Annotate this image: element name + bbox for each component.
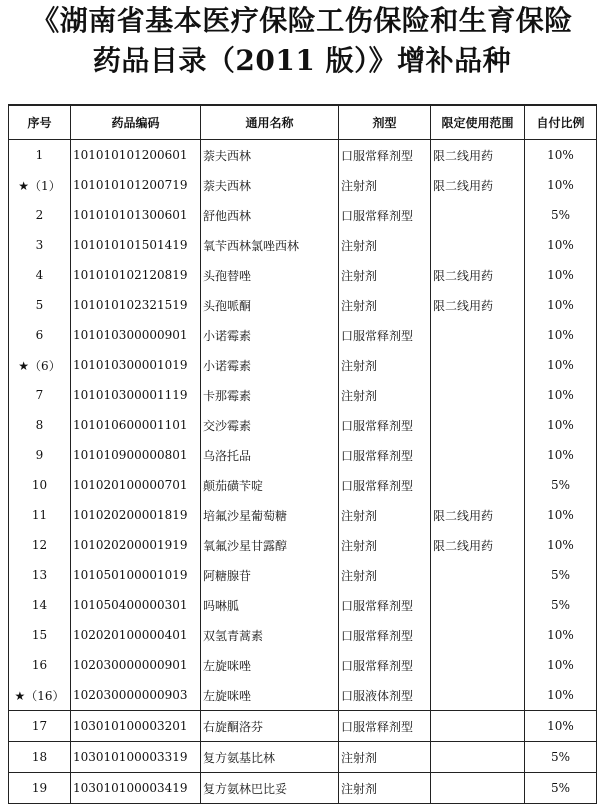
row-dosage-form: 口服常释剂型: [339, 620, 431, 650]
table-row: [9, 320, 597, 350]
row-dosage-form: 口服常释剂型: [339, 140, 431, 171]
row-serial-no: 2: [9, 200, 71, 230]
row-dosage-form: 口服常释剂型: [339, 711, 431, 742]
row-dosage-form: 口服液体剂型: [339, 680, 431, 711]
row-drug-code: 101020100000701: [71, 470, 201, 500]
row-generic-name: 左旋咪唑: [201, 650, 339, 680]
row-restricted-scope: 限二线用药: [431, 530, 525, 560]
row-copay-ratio: 5%: [525, 742, 597, 773]
row-restricted-scope: [431, 380, 525, 410]
table-row: [9, 590, 597, 620]
table-row: [9, 410, 597, 440]
row-restricted-scope: [431, 440, 525, 470]
header-copay-ratio: 自付比例: [525, 105, 597, 140]
row-generic-name: 萘夫西林: [201, 170, 339, 200]
row-restricted-scope: [431, 560, 525, 590]
table-row: [9, 680, 597, 711]
row-serial-no: 15: [9, 620, 71, 650]
row-copay-ratio: 5%: [525, 773, 597, 804]
table-row: [9, 350, 597, 380]
row-drug-code: 101010101300601: [71, 200, 201, 230]
row-dosage-form: 口服常释剂型: [339, 650, 431, 680]
table-row: [9, 773, 597, 804]
row-serial-no: 9: [9, 440, 71, 470]
row-generic-name: 头孢替唑: [201, 260, 339, 290]
row-restricted-scope: [431, 230, 525, 260]
table-row: [9, 650, 597, 680]
table-row: [9, 530, 597, 560]
row-dosage-form: 注射剂: [339, 380, 431, 410]
row-dosage-form: 注射剂: [339, 290, 431, 320]
row-copay-ratio: 10%: [525, 260, 597, 290]
row-drug-code: 101010300001119: [71, 380, 201, 410]
row-generic-name: 卡那霉素: [201, 380, 339, 410]
row-generic-name: 双氢青蒿素: [201, 620, 339, 650]
header-generic-name: 通用名称: [201, 105, 339, 140]
row-drug-code: 101010101200601: [71, 140, 201, 171]
document-title-line-2: 药品目录（2011 版）》增补品种: [92, 44, 512, 77]
row-generic-name: 复方氨林巴比妥: [201, 773, 339, 804]
row-restricted-scope: [431, 742, 525, 773]
row-drug-code: 101010101501419: [71, 230, 201, 260]
row-generic-name: 氧苄西林氯唑西林: [201, 230, 339, 260]
row-drug-code: 101020200001919: [71, 530, 201, 560]
row-copay-ratio: 10%: [525, 350, 597, 380]
drug-supplement-table: [8, 104, 597, 804]
table-row: [9, 500, 597, 530]
table-row: [9, 380, 597, 410]
row-restricted-scope: 限二线用药: [431, 170, 525, 200]
header-dosage-form: 剂型: [339, 105, 431, 140]
row-drug-code: 103010100003201: [71, 711, 201, 742]
row-copay-ratio: 10%: [525, 170, 597, 200]
row-drug-code: 101010102120819: [71, 260, 201, 290]
row-generic-name: 小诺霉素: [201, 320, 339, 350]
row-copay-ratio: 10%: [525, 230, 597, 260]
row-copay-ratio: 5%: [525, 590, 597, 620]
row-serial-no: 16: [9, 650, 71, 680]
row-serial-no: 7: [9, 380, 71, 410]
row-serial-no: ★（16）: [9, 680, 71, 711]
row-drug-code: 103010100003319: [71, 742, 201, 773]
row-drug-code: 103010100003419: [71, 773, 201, 804]
table-row: [9, 290, 597, 320]
row-restricted-scope: [431, 650, 525, 680]
table-row: [9, 560, 597, 590]
row-generic-name: 复方氨基比林: [201, 742, 339, 773]
row-copay-ratio: 5%: [525, 560, 597, 590]
row-drug-code: 101010300001019: [71, 350, 201, 380]
row-copay-ratio: 10%: [525, 320, 597, 350]
row-copay-ratio: 10%: [525, 290, 597, 320]
row-generic-name: 乌洛托品: [201, 440, 339, 470]
row-serial-no: 11: [9, 500, 71, 530]
header-serial-no: 序号: [9, 105, 71, 140]
row-serial-no: 14: [9, 590, 71, 620]
row-serial-no: 17: [9, 711, 71, 742]
row-drug-code: 101050400000301: [71, 590, 201, 620]
row-serial-no: 3: [9, 230, 71, 260]
row-drug-code: 102020100000401: [71, 620, 201, 650]
row-serial-no: 12: [9, 530, 71, 560]
row-copay-ratio: 5%: [525, 200, 597, 230]
row-generic-name: 颠茄磺苄啶: [201, 470, 339, 500]
row-restricted-scope: 限二线用药: [431, 140, 525, 171]
row-drug-code: 102030000000901: [71, 650, 201, 680]
row-dosage-form: 口服常释剂型: [339, 410, 431, 440]
row-copay-ratio: 10%: [525, 650, 597, 680]
row-copay-ratio: 10%: [525, 140, 597, 171]
row-drug-code: 101010900000801: [71, 440, 201, 470]
row-serial-no: 1: [9, 140, 71, 171]
row-serial-no: 19: [9, 773, 71, 804]
row-generic-name: 吗啉胍: [201, 590, 339, 620]
table-body: [9, 140, 597, 804]
row-copay-ratio: 10%: [525, 620, 597, 650]
table-row: [9, 711, 597, 742]
row-restricted-scope: [431, 620, 525, 650]
table-header-row: [9, 105, 597, 140]
row-dosage-form: 注射剂: [339, 230, 431, 260]
row-serial-no: 13: [9, 560, 71, 590]
row-generic-name: 培氟沙星葡萄糖: [201, 500, 339, 530]
row-restricted-scope: 限二线用药: [431, 260, 525, 290]
table-row: [9, 260, 597, 290]
row-restricted-scope: [431, 711, 525, 742]
table-row: [9, 140, 597, 171]
row-generic-name: 萘夫西林: [201, 140, 339, 171]
row-drug-code: 101010600001101: [71, 410, 201, 440]
row-copay-ratio: 10%: [525, 680, 597, 711]
row-serial-no: ★（6）: [9, 350, 71, 380]
row-drug-code: 101020200001819: [71, 500, 201, 530]
row-copay-ratio: 10%: [525, 440, 597, 470]
row-restricted-scope: 限二线用药: [431, 500, 525, 530]
row-serial-no: 8: [9, 410, 71, 440]
header-restricted-scope: 限定使用范围: [431, 105, 525, 140]
row-drug-code: 101010300000901: [71, 320, 201, 350]
row-dosage-form: 注射剂: [339, 742, 431, 773]
row-copay-ratio: 10%: [525, 410, 597, 440]
row-generic-name: 小诺霉素: [201, 350, 339, 380]
table-row: [9, 230, 597, 260]
row-dosage-form: 口服常释剂型: [339, 320, 431, 350]
table-row: [9, 170, 597, 200]
row-dosage-form: 口服常释剂型: [339, 200, 431, 230]
row-serial-no: 6: [9, 320, 71, 350]
row-restricted-scope: [431, 470, 525, 500]
row-dosage-form: 注射剂: [339, 500, 431, 530]
row-copay-ratio: 10%: [525, 380, 597, 410]
row-dosage-form: 注射剂: [339, 530, 431, 560]
row-generic-name: 舒他西林: [201, 200, 339, 230]
row-serial-no: 5: [9, 290, 71, 320]
table-row: [9, 620, 597, 650]
row-copay-ratio: 10%: [525, 500, 597, 530]
row-dosage-form: 口服常释剂型: [339, 440, 431, 470]
row-generic-name: 右旋酮洛芬: [201, 711, 339, 742]
row-dosage-form: 注射剂: [339, 350, 431, 380]
row-generic-name: 阿糖腺苷: [201, 560, 339, 590]
table-row: [9, 200, 597, 230]
row-serial-no: 18: [9, 742, 71, 773]
document-title-line-1: 《湖南省基本医疗保险工伤保险和生育保险: [31, 4, 573, 37]
row-restricted-scope: [431, 350, 525, 380]
row-generic-name: 头孢哌酮: [201, 290, 339, 320]
row-dosage-form: 注射剂: [339, 170, 431, 200]
row-restricted-scope: [431, 590, 525, 620]
row-drug-code: 101050100001019: [71, 560, 201, 590]
row-dosage-form: 注射剂: [339, 260, 431, 290]
row-drug-code: 101010102321519: [71, 290, 201, 320]
row-restricted-scope: [431, 773, 525, 804]
row-dosage-form: 注射剂: [339, 560, 431, 590]
row-drug-code: 102030000000903: [71, 680, 201, 711]
row-dosage-form: 口服常释剂型: [339, 470, 431, 500]
row-restricted-scope: [431, 680, 525, 711]
row-restricted-scope: [431, 200, 525, 230]
row-restricted-scope: [431, 320, 525, 350]
table-row: [9, 440, 597, 470]
row-generic-name: 氧氟沙星甘露醇: [201, 530, 339, 560]
row-copay-ratio: 10%: [525, 711, 597, 742]
table-row: [9, 742, 597, 773]
table-row: [9, 470, 597, 500]
row-restricted-scope: [431, 410, 525, 440]
row-restricted-scope: 限二线用药: [431, 290, 525, 320]
row-generic-name: 交沙霉素: [201, 410, 339, 440]
row-dosage-form: 注射剂: [339, 773, 431, 804]
row-dosage-form: 口服常释剂型: [339, 590, 431, 620]
row-serial-no: 4: [9, 260, 71, 290]
header-drug-code: 药品编码: [71, 105, 201, 140]
row-serial-no: ★（1）: [9, 170, 71, 200]
row-copay-ratio: 5%: [525, 470, 597, 500]
row-drug-code: 101010101200719: [71, 170, 201, 200]
row-copay-ratio: 10%: [525, 530, 597, 560]
row-serial-no: 10: [9, 470, 71, 500]
row-generic-name: 左旋咪唑: [201, 680, 339, 711]
